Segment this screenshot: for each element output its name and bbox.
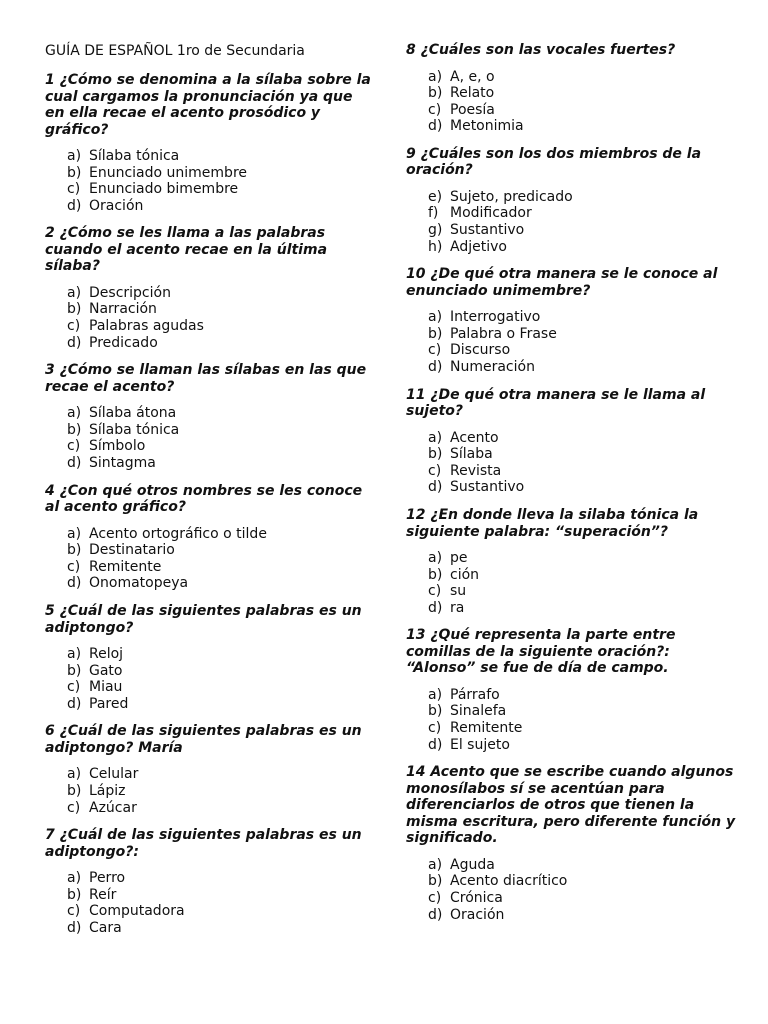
option-text: Narración [89,301,157,318]
option-letter: a) [428,686,443,703]
question-text: 5 ¿Cuál de las siguientes palabras es un adiptongo? [45,603,362,636]
option-letter: c) [67,318,81,335]
option-item [45,438,375,455]
option-letter: b) [67,164,82,181]
option-letter: d) [428,359,443,376]
option-text: Oración [89,197,144,214]
option-item [45,887,375,904]
option-item [406,222,736,239]
option-letter: b) [428,873,443,890]
option-letter: e) [428,188,443,205]
question-text: 3 ¿Cómo se llaman las sílabas en las que recae el acento? [45,362,367,395]
option-letter: b) [67,782,82,799]
option-item [406,118,736,135]
option-letter: b) [67,301,82,318]
option-text: Reír [89,886,117,903]
option-text: Sílaba átona [89,405,177,422]
option-item [45,663,375,680]
option-item [45,542,375,559]
option-text: Reloj [89,646,124,662]
option-letter: a) [67,148,82,164]
option-text: Numeración [450,359,535,376]
option-letter: b) [67,662,82,679]
option-text: Lápiz [89,782,126,799]
option-item [45,870,375,887]
option-item [406,446,736,463]
option-text: Sintagma [89,455,156,472]
option-list [406,550,736,616]
option-letter: b) [428,446,443,463]
option-text: Acento [450,429,499,446]
option-text: Enunciado unimembre [89,164,248,181]
option-letter: b) [428,325,443,342]
question-text: 1 ¿Cómo se denomina a la sílaba sobre la cual cargamos la pronunciación ya que en ella recae el acento prosódico y gráfico? [45,72,371,138]
option-list [406,189,736,255]
option-letter: a) [428,68,443,85]
option-letter: f) [428,205,439,222]
option-item [406,342,736,359]
option-item [45,920,375,937]
option-letter: c) [428,462,442,479]
question-block [45,723,375,816]
option-text: su [450,583,467,600]
option-text: Remitente [450,720,523,737]
option-letter: c) [428,342,442,359]
option-letter: b) [67,886,82,903]
option-text: Poesía [450,101,495,118]
option-list [45,646,375,712]
option-text: Azúcar [89,799,137,816]
option-text: Sujeto, predicado [450,188,573,205]
option-text: Cara [89,919,122,936]
option-letter: d) [428,906,443,923]
option-item [45,783,375,800]
option-letter: a) [428,550,443,566]
option-item [406,720,736,737]
option-letter: c) [428,889,442,906]
option-letter: c) [67,181,81,198]
question-text: 8 ¿Cuáles son las vocales fuertes? [406,42,676,58]
option-text: Pared [89,695,129,712]
question-block [406,627,736,753]
option-list [45,766,375,816]
question-block [406,146,736,255]
option-letter: d) [428,736,443,753]
question-block [406,764,736,923]
option-item [406,359,736,376]
option-letter: c) [67,799,81,816]
option-letter: a) [67,284,82,301]
option-item [406,69,736,86]
option-item [45,148,375,165]
option-text: Aguda [450,856,495,873]
option-text: Gato [89,662,123,679]
option-text: Oración [450,906,505,923]
option-item [45,646,375,663]
option-letter: d) [67,919,82,936]
option-letter: c) [67,558,81,575]
option-letter: c) [428,101,442,118]
question-block [406,387,736,496]
option-letter: d) [428,479,443,496]
option-text: Interrogativo [450,309,541,326]
option-list [45,870,375,936]
right-column [406,42,736,934]
option-item [45,405,375,422]
option-item [406,550,736,567]
option-text: Sílaba [450,446,493,463]
option-item [45,766,375,783]
option-item [45,455,375,472]
option-item [406,600,736,617]
option-text: Metonimia [450,118,524,135]
question-text: 7 ¿Cuál de las siguientes palabras es un adiptongo?: [45,827,362,860]
option-item [406,309,736,326]
option-letter: a) [67,646,82,662]
option-letter: c) [67,903,81,920]
option-text: Computadora [89,903,185,920]
option-letter: a) [67,766,82,783]
option-item [45,165,375,182]
option-text: Revista [450,462,502,479]
option-item [406,857,736,874]
option-item [406,102,736,119]
question-text: 6 ¿Cuál de las siguientes palabras es un adiptongo? María [45,723,362,756]
question-block [45,72,375,214]
question-block [406,266,736,375]
option-letter: d) [428,118,443,135]
option-item [406,239,736,256]
question-block [45,225,375,351]
option-text: Símbolo [89,438,146,455]
question-block [406,42,736,135]
option-text: Acento diacrítico [450,873,568,890]
option-item [45,679,375,696]
option-letter: d) [428,599,443,616]
option-letter: d) [67,455,82,472]
option-text: Descripción [89,284,171,301]
option-letter: a) [428,429,443,446]
question-text: 2 ¿Cómo se les llama a las palabras cuando el acento recae en la última sílaba? [45,225,328,275]
option-item [406,703,736,720]
option-text: Discurso [450,342,511,359]
option-item [406,85,736,102]
option-letter: a) [67,870,82,887]
option-letter: b) [428,85,443,102]
option-text: Palabra o Frase [450,325,557,342]
question-block [406,507,736,616]
option-letter: d) [67,334,82,351]
option-list [406,857,736,923]
option-item [45,575,375,592]
option-text: Adjetivo [450,238,507,255]
option-text: Sílaba tónica [89,421,180,438]
option-letter: a) [67,405,82,422]
question-text: 14 Acento que se escribe cuando algunos monosílabos sí se acentúan para diferenciarlos de otros que tienen la misma escritura, pero diferente función y significado. [406,764,736,847]
option-letter: d) [67,695,82,712]
option-text: Modificador [450,205,532,222]
option-item [406,890,736,907]
option-letter: a) [67,525,82,542]
question-text: 11 ¿De qué otra manera se le llama al sujeto? [406,386,706,420]
option-item [45,285,375,302]
option-item [45,335,375,352]
option-text: Destinatario [89,542,175,559]
option-letter: h) [428,238,443,255]
option-item [45,422,375,439]
option-text: Acento ortográfico o tilde [89,525,267,542]
option-item [45,526,375,543]
option-letter: c) [428,583,442,600]
option-item [406,567,736,584]
option-text: Predicado [89,334,158,351]
option-item [406,205,736,222]
option-letter: b) [67,421,82,438]
option-item [406,583,736,600]
question-text: 12 ¿En donde lleva la silaba tónica la siguiente palabra: “superación”? [406,507,699,540]
option-item [406,687,736,704]
option-list [45,285,375,351]
option-list [406,309,736,375]
option-letter: c) [67,679,81,696]
option-item [406,479,736,496]
question-text: 10 ¿De qué otra manera se le conoce al enunciado unimembre? [406,266,718,299]
option-letter: c) [428,720,442,737]
option-list [45,148,375,214]
option-text: Miau [89,679,123,696]
option-text: Enunciado bimembre [89,181,239,198]
option-item [45,903,375,920]
option-list [406,430,736,496]
option-item [406,326,736,343]
question-block [45,483,375,592]
option-list [45,405,375,471]
option-item [45,181,375,198]
option-text: Onomatopeya [89,575,189,592]
option-item [406,463,736,480]
option-item [45,696,375,713]
option-item [406,907,736,924]
question-block [45,827,375,936]
option-text: Celular [89,766,139,783]
question-block [45,362,375,471]
option-text: Palabras agudas [89,318,204,335]
option-letter: a) [428,309,443,326]
option-text: Sustantivo [450,479,525,496]
option-list [406,69,736,135]
option-letter: b) [428,566,443,583]
option-item [45,198,375,215]
option-letter: b) [428,703,443,720]
option-text: Sinalefa [450,703,507,720]
option-text: Perro [89,870,126,887]
option-text: Párrafo [450,686,500,703]
option-text: Sustantivo [450,222,525,239]
option-list [406,687,736,753]
question-text: 4 ¿Con qué otros nombres se les conoce al acento gráfico? [45,482,363,516]
option-text: A, e, o [450,68,495,85]
option-text: Crónica [450,889,503,906]
option-text: pe [450,550,468,566]
option-text: ra [450,599,465,616]
option-text: Remitente [89,558,162,575]
option-item [406,189,736,206]
option-item [406,737,736,754]
option-letter: c) [67,438,81,455]
option-item [406,430,736,447]
question-text: 9 ¿Cuáles son los dos miembros de la oración? [406,145,702,179]
option-letter: g) [428,222,443,239]
option-item [45,318,375,335]
option-letter: b) [67,542,82,559]
document-title: GUÍA DE ESPAÑOL 1ro de Secundaria [45,43,305,59]
left-column [45,42,375,948]
option-text: El sujeto [450,736,510,753]
option-item [45,800,375,817]
question-text: 13 ¿Qué representa la parte entre comillas de la siguiente oración?: “Alonso” se fue de día de campo. [406,627,676,677]
option-item [45,301,375,318]
option-item [406,873,736,890]
option-letter: d) [67,197,82,214]
option-text: Relato [450,85,495,102]
option-letter: a) [428,856,443,873]
option-text: Sílaba tónica [89,148,180,164]
option-letter: d) [67,575,82,592]
option-text: ción [450,566,480,583]
option-list [45,526,375,592]
option-item [45,559,375,576]
question-block [45,603,375,712]
